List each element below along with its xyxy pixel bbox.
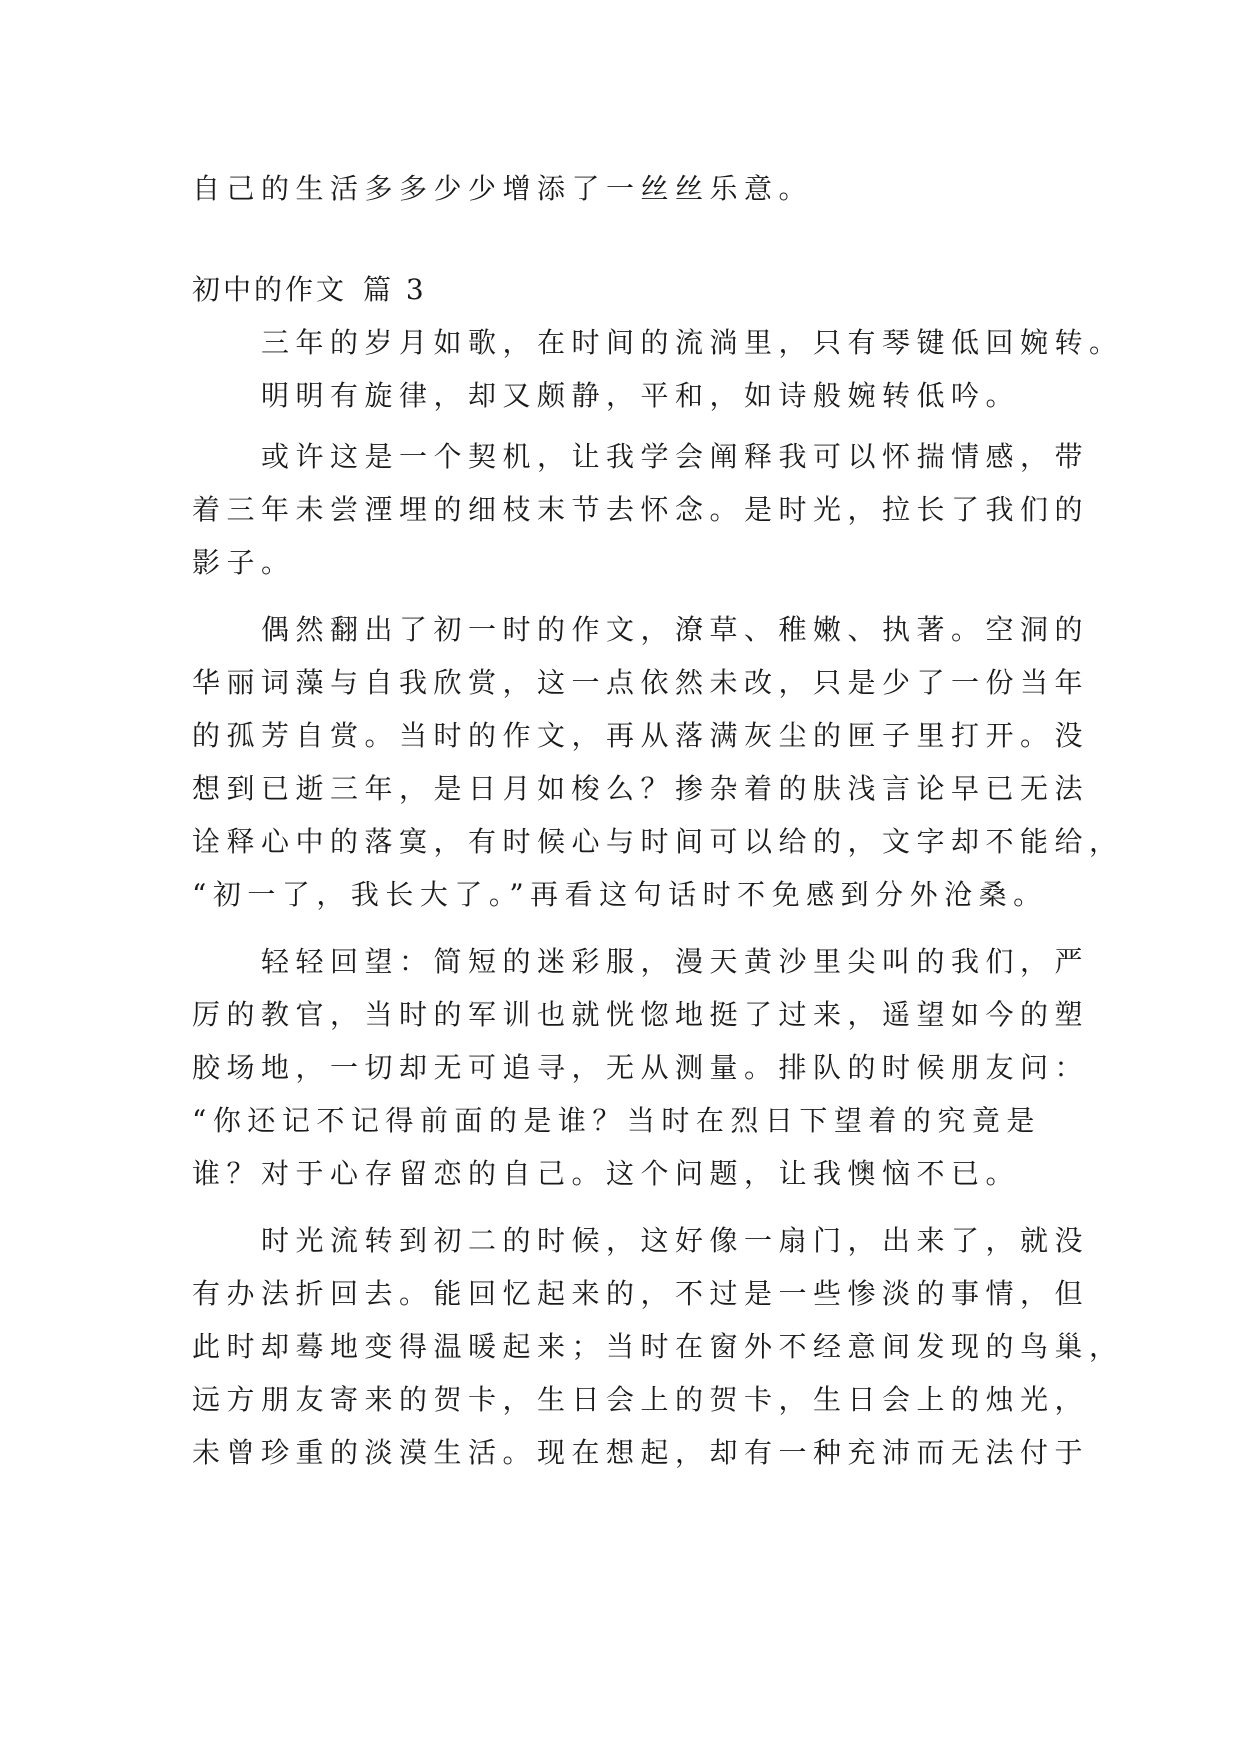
paragraph-3 [192,430,1090,589]
section-number: 篇 3 [363,273,427,306]
text-line: 或许这是一个契机，让我学会阐释我可以怀揣情感，带 [261,440,1090,473]
text-line: 诠释心中的落寞，有时候心与时间可以给的，文字却不能给， [192,825,1124,858]
text-line: “你还记不记得前面的是谁？当时在烈日下望着的究竟是 [192,1104,1041,1137]
text-line: 谁？对于心存留恋的自己。这个问题，让我懊恼不已。 [192,1157,1021,1190]
text-line: 有办法折回去。能回忆起来的，不过是一些惨淡的事情，但 [192,1277,1090,1310]
paragraph-4 [192,603,1124,921]
text-line: 偶然翻出了初一时的作文，潦草、稚嫩、执著。空洞的 [261,613,1090,646]
paragraph-1 [192,316,1124,369]
paragraph-2 [192,369,1052,422]
text-line: 着三年未尝湮埋的细枝末节去怀念。是时光，拉长了我们的 [192,493,1090,526]
text-line: 未曾珍重的淡漠生活。现在想起，却有一种充沛而无法付于 [192,1436,1090,1469]
text-line: 此时却蓦地变得温暖起来；当时在窗外不经意间发现的鸟巢， [192,1330,1124,1363]
text-line: 时光流转到初二的时候，这好像一扇门，出来了，就没 [261,1224,1090,1257]
carryover-paragraph [192,162,1052,215]
text-line: 影子。 [192,546,296,579]
paragraph-5 [192,935,1090,1200]
text-line: 华丽词藻与自我欣赏，这一点依然未改，只是少了一份当年 [192,666,1090,699]
section-title: 初中的作文 [192,273,348,306]
text-line: 远方朋友寄来的贺卡，生日会上的贺卡，生日会上的烛光， [192,1383,1090,1416]
text-line: 想到已逝三年，是日月如梭么？掺杂着的肤浅言论早已无法 [192,772,1090,805]
text-line: 三年的岁月如歌，在时间的流淌里，只有琴键低回婉转。 [261,326,1124,359]
text-line: 胶场地，一切却无可追寻，无从测量。排队的时候朋友问： [192,1051,1090,1084]
text-line: 厉的教官，当时的军训也就恍惚地挺了过来，遥望如今的塑 [192,998,1090,1031]
text-line: 明明有旋律，却又颇静，平和，如诗般婉转低吟。 [261,379,1021,412]
document-body [192,162,1124,1479]
paragraph-6 [192,1214,1124,1479]
text-line: 的孤芳自赏。当时的作文，再从落满灰尘的匣子里打开。没 [192,719,1090,752]
text-line: “初一了，我长大了。”再看这句话时不免感到分外沧桑。 [192,878,1048,911]
text-line: 轻轻回望：简短的迷彩服，漫天黄沙里尖叫的我们，严 [261,945,1090,978]
section-heading [192,263,1052,316]
text-line: 自己的生活多多少少增添了一丝丝乐意。 [192,172,814,205]
